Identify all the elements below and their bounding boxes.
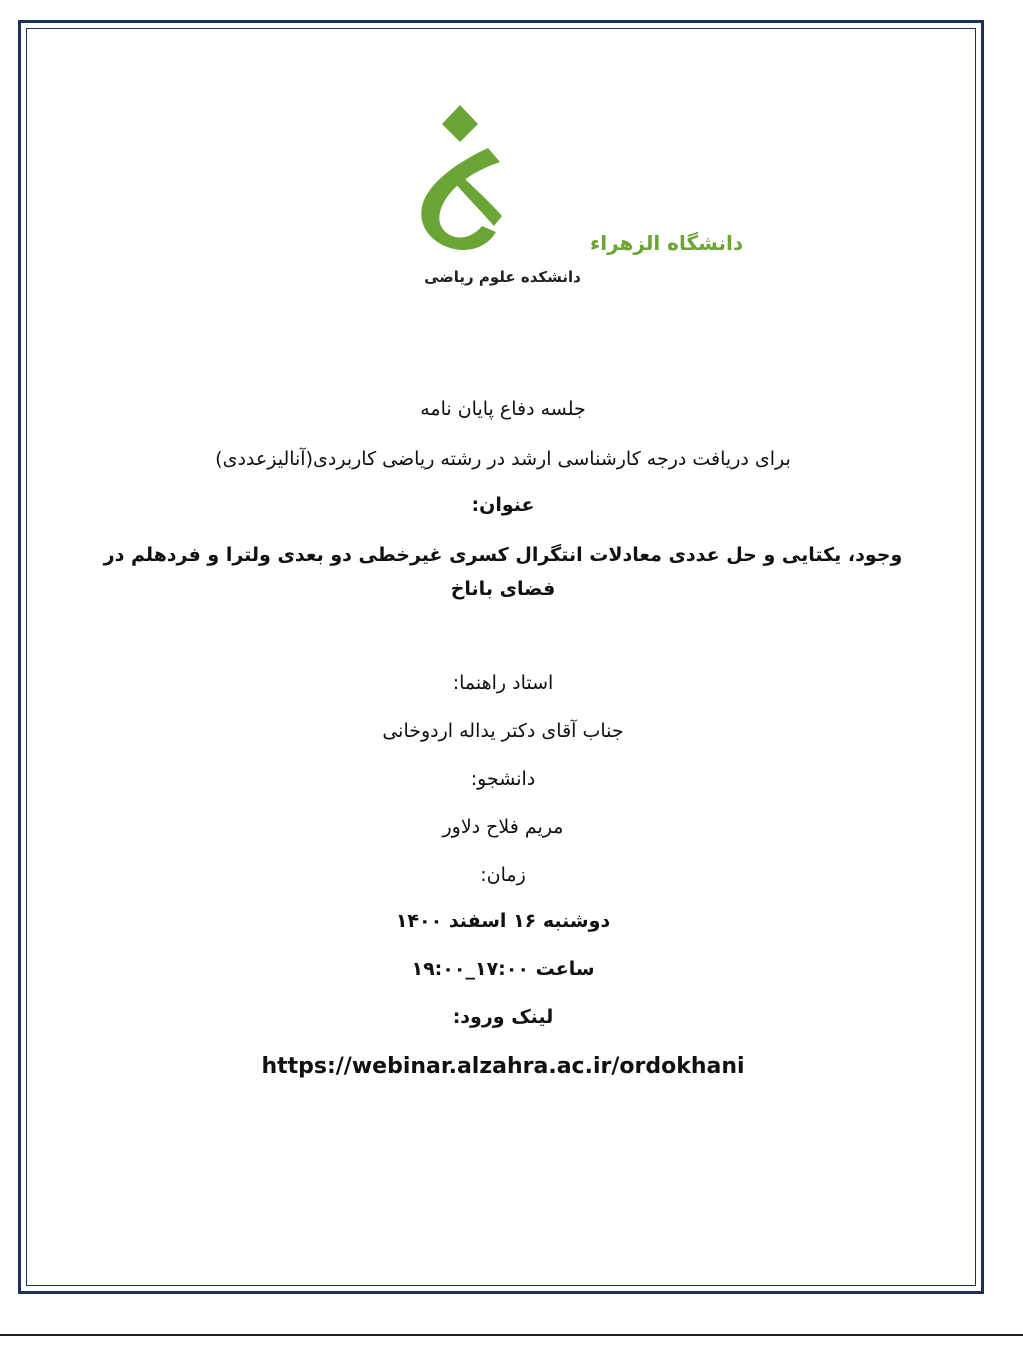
logo-diamond xyxy=(442,105,478,142)
defense-date: دوشنبه ۱۶ اسفند ۱۴۰۰ xyxy=(395,910,611,932)
faculty-name: دانشکده علوم ریاضی xyxy=(424,268,581,286)
defense-hours: ساعت ۱۷:۰۰_۱۹:۰۰ xyxy=(411,958,595,980)
page-bottom-rule xyxy=(0,1334,1023,1336)
session-heading: جلسه دفاع پایان نامه xyxy=(420,398,586,420)
student-label: دانشجو: xyxy=(470,768,536,790)
logo-curve xyxy=(421,148,500,250)
thesis-title-line-1: وجود، یکتایی و حل عددی معادلات انتگرال کسری غیرخطی دو بعدی ولترا و فردهلم در xyxy=(103,544,903,566)
title-label: عنوان: xyxy=(471,494,535,516)
time-label: زمان: xyxy=(480,864,526,886)
degree-line: برای دریافت درجه کارشناسی ارشد در رشته ریاضی کاربردی(آنالیزعددی) xyxy=(215,448,791,470)
link-label: لینک ورود: xyxy=(452,1006,554,1028)
advisor-name: جناب آقای دکتر یداله اردوخانی xyxy=(382,720,624,742)
logo-wordmark: دانشگاه الزهراء xyxy=(590,231,744,255)
webinar-link[interactable]: https://webinar.alzahra.ac.ir/ordokhani xyxy=(261,1054,745,1079)
thesis-title xyxy=(95,538,911,606)
alzahra-university-logo xyxy=(410,100,744,260)
student-name: مریم فلاح دلاور xyxy=(442,816,564,838)
thesis-title-line-2: فضای باناخ xyxy=(450,578,556,600)
logo-inner-stroke xyxy=(454,176,502,226)
advisor-label: استاد راهنما: xyxy=(452,672,554,694)
